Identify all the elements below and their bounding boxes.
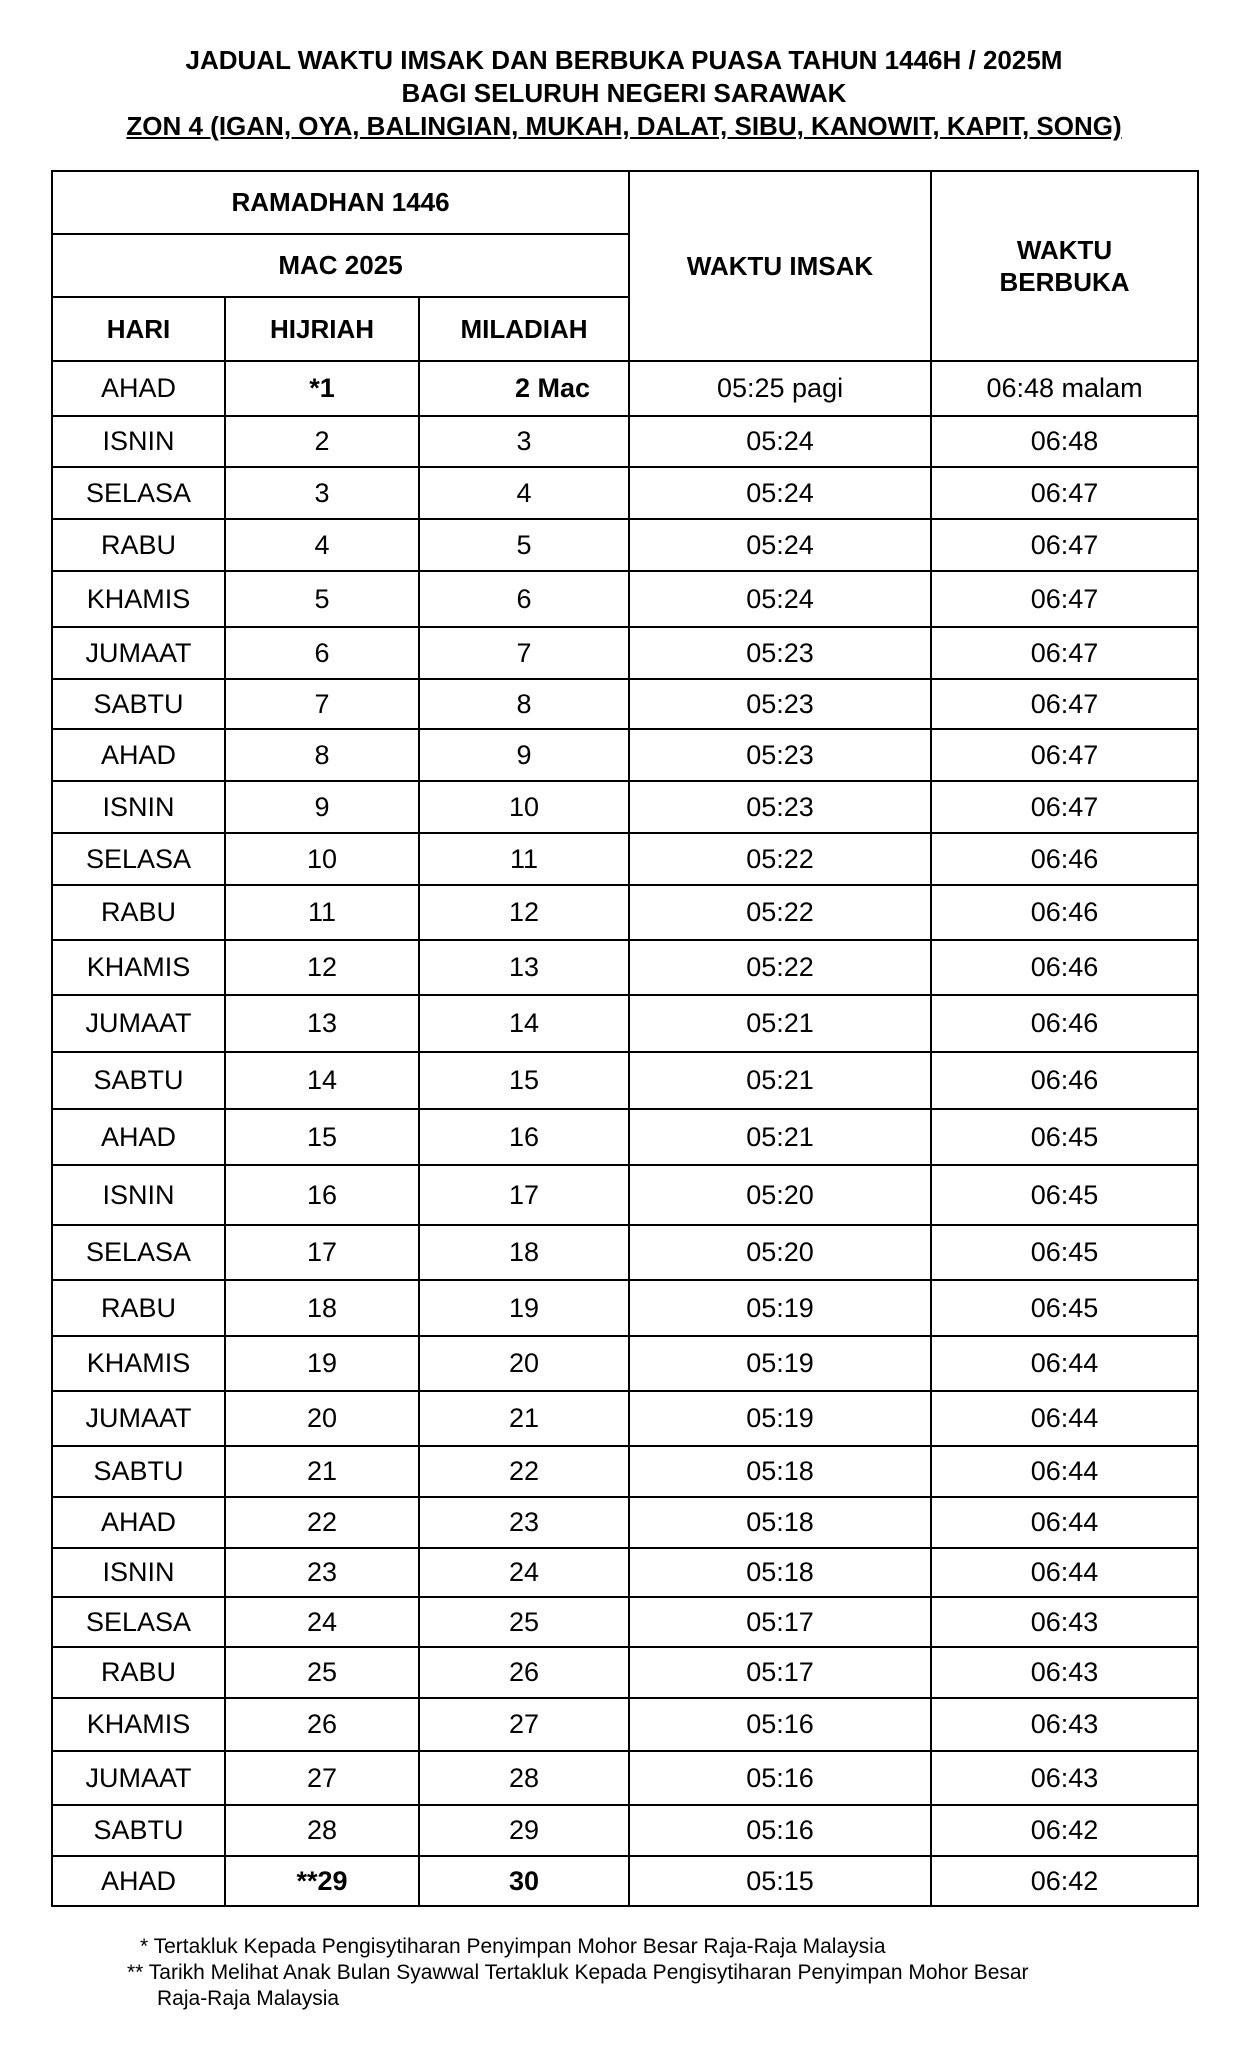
table-row	[52, 1856, 1198, 1906]
berbuka-cell: 06:46	[931, 1052, 1198, 1109]
hari-header: HARI	[52, 297, 225, 361]
table-row	[52, 729, 1198, 781]
table-row	[52, 1497, 1198, 1548]
hari-cell: ISNIN	[52, 416, 225, 467]
imsak-cell: 05:21	[629, 1052, 931, 1109]
berbuka-cell: 06:46	[931, 885, 1198, 940]
table-row	[52, 1647, 1198, 1698]
table-row	[52, 519, 1198, 571]
miladiah-cell: 14	[419, 995, 629, 1052]
berbuka-cell: 06:43	[931, 1647, 1198, 1698]
hari-cell: ISNIN	[52, 1165, 225, 1225]
table-row	[52, 1548, 1198, 1597]
berbuka-cell: 06:47	[931, 781, 1198, 833]
imsak-cell: 05:17	[629, 1597, 931, 1647]
hijriah-cell: 18	[225, 1280, 419, 1336]
table-row	[52, 571, 1198, 627]
hijriah-cell: 23	[225, 1548, 419, 1597]
miladiah-header: MILADIAH	[419, 297, 629, 361]
imsak-cell: 05:22	[629, 885, 931, 940]
table-row	[52, 1280, 1198, 1336]
berbuka-cell: 06:48	[931, 416, 1198, 467]
table-row	[52, 467, 1198, 519]
footnote-2: ** Tarikh Melihat Anak Bulan Syawwal Tertakluk Kepada Pengisytiharan Penyimpan Mohor Besar	[127, 1961, 1029, 1984]
schedule-table	[51, 170, 1199, 1907]
hijriah-cell: 20	[225, 1391, 419, 1446]
miladiah-cell: 8	[419, 679, 629, 729]
imsak-cell: 05:22	[629, 940, 931, 995]
hari-cell: SELASA	[52, 1225, 225, 1280]
hijriah-cell: 2	[225, 416, 419, 467]
imsak-cell: 05:16	[629, 1805, 931, 1856]
berbuka-cell: 06:47	[931, 729, 1198, 781]
miladiah-cell: 6	[419, 571, 629, 627]
imsak-cell: 05:18	[629, 1497, 931, 1548]
imsak-cell: 05:19	[629, 1336, 931, 1391]
miladiah-cell: 10	[419, 781, 629, 833]
miladiah-cell: 4	[419, 467, 629, 519]
hijriah-cell: 12	[225, 940, 419, 995]
hari-cell: ISNIN	[52, 781, 225, 833]
hijriah-cell: 27	[225, 1751, 419, 1805]
imsak-cell: 05:24	[629, 519, 931, 571]
hari-cell: RABU	[52, 519, 225, 571]
hari-cell: SELASA	[52, 833, 225, 885]
hari-cell: AHAD	[52, 1497, 225, 1548]
imsak-cell: 05:22	[629, 833, 931, 885]
hari-cell: JUMAAT	[52, 995, 225, 1052]
hari-cell: RABU	[52, 1280, 225, 1336]
imsak-cell: 05:16	[629, 1698, 931, 1751]
hijriah-cell: 26	[225, 1698, 419, 1751]
hari-cell: AHAD	[52, 361, 225, 416]
month-header: MAC 2025	[52, 234, 629, 297]
berbuka-cell: 06:44	[931, 1336, 1198, 1391]
hijriah-cell: 3	[225, 467, 419, 519]
berbuka-cell: 06:47	[931, 627, 1198, 679]
hari-cell: RABU	[52, 1647, 225, 1698]
berbuka-cell: 06:47	[931, 467, 1198, 519]
hari-cell: KHAMIS	[52, 1698, 225, 1751]
hari-cell: KHAMIS	[52, 571, 225, 627]
imsak-cell: 05:16	[629, 1751, 931, 1805]
hari-cell: SABTU	[52, 679, 225, 729]
hijriah-cell: 19	[225, 1336, 419, 1391]
miladiah-cell: 21	[419, 1391, 629, 1446]
imsak-cell: 05:15	[629, 1856, 931, 1906]
table-row	[52, 1751, 1198, 1805]
imsak-cell: 05:17	[629, 1647, 931, 1698]
imsak-cell: 05:20	[629, 1165, 931, 1225]
berbuka-cell: 06:43	[931, 1698, 1198, 1751]
table-row	[52, 833, 1198, 885]
hari-cell: SELASA	[52, 1597, 225, 1647]
hari-cell: AHAD	[52, 1109, 225, 1165]
hijriah-cell: 17	[225, 1225, 419, 1280]
table-row	[52, 1109, 1198, 1165]
miladiah-cell: 25	[419, 1597, 629, 1647]
imsak-cell: 05:18	[629, 1548, 931, 1597]
berbuka-cell: 06:44	[931, 1548, 1198, 1597]
miladiah-cell: 12	[419, 885, 629, 940]
table-row	[52, 361, 1198, 416]
berbuka-cell: 06:48 malam	[931, 361, 1198, 416]
berbuka-cell: 06:47	[931, 519, 1198, 571]
footnote-2-continued: Raja-Raja Malaysia	[157, 1987, 340, 2010]
imsak-cell: 05:23	[629, 781, 931, 833]
berbuka-cell: 06:44	[931, 1446, 1198, 1497]
berbuka-cell: 06:47	[931, 571, 1198, 627]
hijriah-cell: **29	[225, 1856, 419, 1906]
hijriah-cell: 14	[225, 1052, 419, 1109]
table-row	[52, 1336, 1198, 1391]
miladiah-cell: 15	[419, 1052, 629, 1109]
berbuka-cell: 06:44	[931, 1391, 1198, 1446]
imsak-cell: 05:21	[629, 995, 931, 1052]
hari-cell: KHAMIS	[52, 940, 225, 995]
imsak-cell: 05:25 pagi	[629, 361, 931, 416]
miladiah-cell: 20	[419, 1336, 629, 1391]
document-title	[0, 44, 1248, 143]
miladiah-cell: 23	[419, 1497, 629, 1548]
berbuka-cell: 06:46	[931, 833, 1198, 885]
berbuka-cell: 06:47	[931, 679, 1198, 729]
miladiah-cell: 13	[419, 940, 629, 995]
berbuka-cell: 06:42	[931, 1856, 1198, 1906]
table-row	[52, 1225, 1198, 1280]
hijriah-cell: 28	[225, 1805, 419, 1856]
imsak-cell: 05:24	[629, 416, 931, 467]
hijriah-cell: 11	[225, 885, 419, 940]
miladiah-cell: 17	[419, 1165, 629, 1225]
hijriah-cell: 25	[225, 1647, 419, 1698]
imsak-cell: 05:24	[629, 467, 931, 519]
berbuka-cell: 06:45	[931, 1109, 1198, 1165]
hijriah-cell: 7	[225, 679, 419, 729]
miladiah-cell: 9	[419, 729, 629, 781]
imsak-cell: 05:23	[629, 729, 931, 781]
hijriah-cell: 5	[225, 571, 419, 627]
berbuka-cell: 06:46	[931, 940, 1198, 995]
hijriah-cell: 15	[225, 1109, 419, 1165]
hijriah-cell: 24	[225, 1597, 419, 1647]
berbuka-cell: 06:43	[931, 1597, 1198, 1647]
hari-cell: KHAMIS	[52, 1336, 225, 1391]
berbuka-cell: 06:43	[931, 1751, 1198, 1805]
miladiah-cell: 2 Mac	[419, 361, 629, 416]
miladiah-cell: 19	[419, 1280, 629, 1336]
hijriah-cell: *1	[225, 361, 419, 416]
miladiah-cell: 28	[419, 1751, 629, 1805]
hijriah-cell: 9	[225, 781, 419, 833]
miladiah-cell: 7	[419, 627, 629, 679]
ramadhan-header: RAMADHAN 1446	[52, 171, 629, 234]
imsak-cell: 05:21	[629, 1109, 931, 1165]
miladiah-cell: 29	[419, 1805, 629, 1856]
table-row	[52, 1165, 1198, 1225]
hijriah-cell: 16	[225, 1165, 419, 1225]
title-line-2: BAGI SELURUH NEGERI SARAWAK	[401, 78, 847, 108]
miladiah-cell: 16	[419, 1109, 629, 1165]
hijriah-cell: 10	[225, 833, 419, 885]
hijriah-cell: 22	[225, 1497, 419, 1548]
hari-cell: RABU	[52, 885, 225, 940]
table-row	[52, 940, 1198, 995]
miladiah-cell: 30	[419, 1856, 629, 1906]
table-row	[52, 679, 1198, 729]
hari-cell: JUMAAT	[52, 1391, 225, 1446]
imsak-cell: 05:23	[629, 627, 931, 679]
berbuka-cell: 06:42	[931, 1805, 1198, 1856]
berbuka-header-label: WAKTU BERBUKA	[999, 235, 1130, 297]
table-row	[52, 1391, 1198, 1446]
table-row	[52, 416, 1198, 467]
hari-cell: SABTU	[52, 1052, 225, 1109]
hari-cell: ISNIN	[52, 1548, 225, 1597]
hijriah-cell: 13	[225, 995, 419, 1052]
berbuka-cell: 06:45	[931, 1165, 1198, 1225]
imsak-cell: 05:19	[629, 1280, 931, 1336]
table-row	[52, 885, 1198, 940]
berbuka-header	[931, 171, 1198, 361]
imsak-cell: 05:20	[629, 1225, 931, 1280]
title-line-1: JADUAL WAKTU IMSAK DAN BERBUKA PUASA TAHUN 1446H / 2025M	[185, 45, 1063, 75]
hijriah-cell: 8	[225, 729, 419, 781]
table-row	[52, 781, 1198, 833]
berbuka-cell: 06:46	[931, 995, 1198, 1052]
hijriah-header: HIJRIAH	[225, 297, 419, 361]
table-row	[52, 627, 1198, 679]
hari-cell: JUMAAT	[52, 1751, 225, 1805]
berbuka-cell: 06:45	[931, 1280, 1198, 1336]
hari-cell: JUMAAT	[52, 627, 225, 679]
miladiah-cell: 5	[419, 519, 629, 571]
title-line-3: ZON 4 (IGAN, OYA, BALINGIAN, MUKAH, DALAT, SIBU, KANOWIT, KAPIT, SONG)	[126, 111, 1122, 141]
table-row	[52, 1597, 1198, 1647]
table-row	[52, 1805, 1198, 1856]
hari-cell: AHAD	[52, 729, 225, 781]
imsak-header: WAKTU IMSAK	[629, 171, 931, 361]
imsak-cell: 05:23	[629, 679, 931, 729]
hijriah-cell: 21	[225, 1446, 419, 1497]
hari-cell: AHAD	[52, 1856, 225, 1906]
miladiah-cell: 22	[419, 1446, 629, 1497]
miladiah-cell: 27	[419, 1698, 629, 1751]
hari-cell: SABTU	[52, 1446, 225, 1497]
footnote-1: * Tertakluk Kepada Pengisytiharan Penyimpan Mohor Besar Raja-Raja Malaysia	[140, 1935, 886, 1958]
hari-cell: SABTU	[52, 1805, 225, 1856]
table-row	[52, 1446, 1198, 1497]
imsak-cell: 05:18	[629, 1446, 931, 1497]
imsak-cell: 05:19	[629, 1391, 931, 1446]
miladiah-cell: 3	[419, 416, 629, 467]
berbuka-cell: 06:44	[931, 1497, 1198, 1548]
table-row	[52, 1052, 1198, 1109]
miladiah-cell: 26	[419, 1647, 629, 1698]
table-row	[52, 995, 1198, 1052]
hari-cell: SELASA	[52, 467, 225, 519]
miladiah-cell: 11	[419, 833, 629, 885]
miladiah-cell: 24	[419, 1548, 629, 1597]
hijriah-cell: 6	[225, 627, 419, 679]
hijriah-cell: 4	[225, 519, 419, 571]
berbuka-cell: 06:45	[931, 1225, 1198, 1280]
miladiah-cell: 18	[419, 1225, 629, 1280]
imsak-cell: 05:24	[629, 571, 931, 627]
table-row	[52, 1698, 1198, 1751]
schedule-body	[52, 361, 1198, 1906]
